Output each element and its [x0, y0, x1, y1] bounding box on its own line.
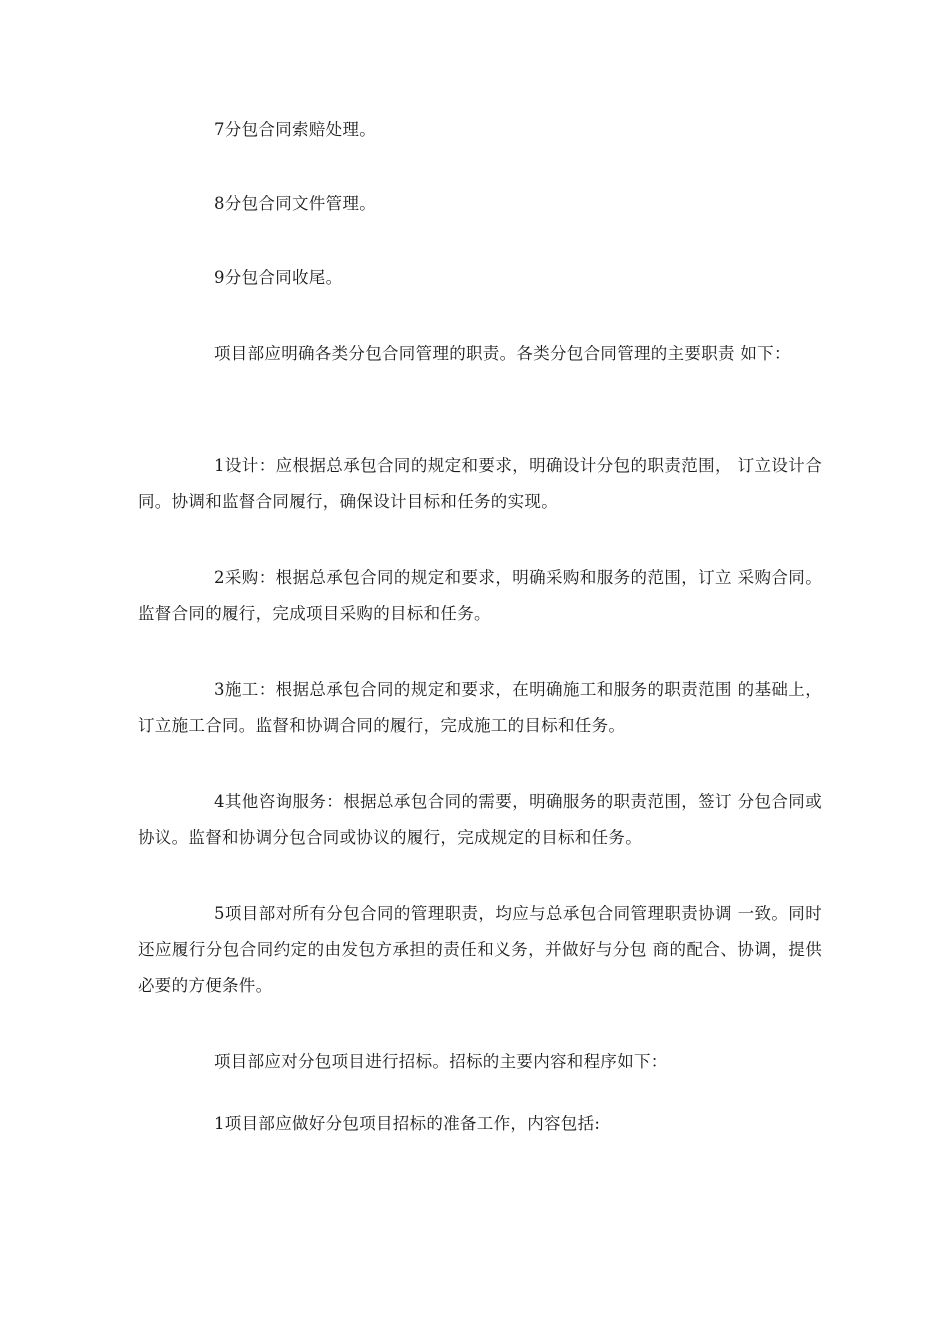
paragraph-claims-handling: 7分包合同索赔处理。: [214, 120, 376, 139]
paragraph-tender-preparation: 1项目部应做好分包项目招标的准备工作，内容包括:: [214, 1114, 601, 1133]
paragraph-document-management: 8分包合同文件管理。: [214, 194, 376, 213]
paragraph-construction: 3施工：根据总承包合同的规定和要求，在明确施工和服务的职责范围 的基础上，订立施工合同。监督和协调合同的履行，完成施工的目标和任务。: [138, 680, 822, 735]
paragraph-responsibilities-intro: 项目部应明确各类分包合同管理的职责。各类分包合同管理的主要职责 如下：: [214, 344, 791, 363]
paragraph-tendering-intro: 项目部应对分包项目进行招标。招标的主要内容和程序如下：: [214, 1052, 668, 1071]
paragraph-project-department-duties: 5项目部对所有分包合同的管理职责，均应与总承包合同管理职责协调 一致。同时还应履行分包合同约定的由发包方承担的责任和义务，并做好与分包 商的配合、协调，提供必要的方便条件。: [138, 904, 822, 995]
paragraph-procurement: 2采购：根据总承包合同的规定和要求，明确采购和服务的范围，订立 采购合同。监督合同的履行，完成项目采购的目标和任务。: [138, 568, 822, 623]
paragraph-design: 1设计：应根据总承包合同的规定和要求，明确设计分包的职责范围， 订立设计合同。协调和监督合同履行，确保设计目标和任务的实现。: [138, 456, 822, 511]
paragraph-consulting-services: 4其他咨询服务：根据总承包合同的需要，明确服务的职责范围，签订 分包合同或协议。监督和协调分包合同或协议的履行，完成规定的目标和任务。: [138, 792, 822, 847]
paragraph-contract-closeout: 9分包合同收尾。: [214, 268, 343, 287]
